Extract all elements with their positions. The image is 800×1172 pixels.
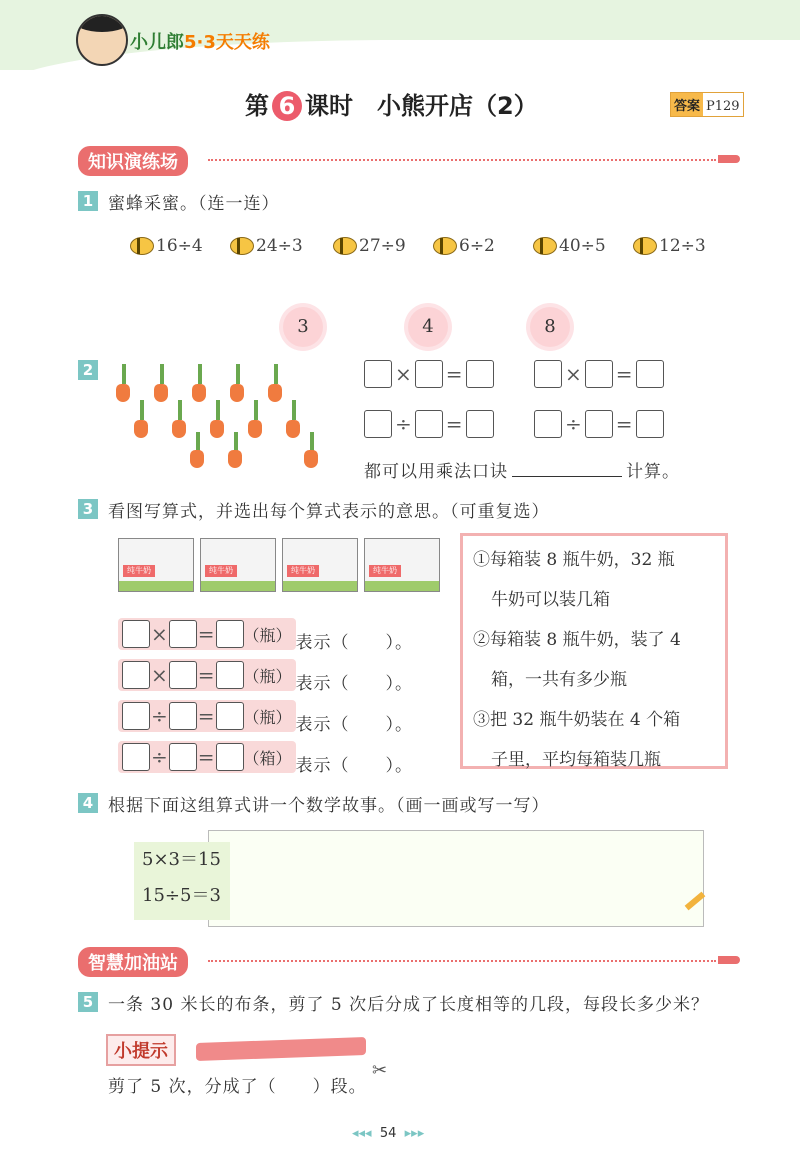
mascot-avatar — [76, 14, 128, 66]
question-text: 一条 30 米长的布条，剪了 5 次后分成了长度相等的几段，每段长多少米？ — [108, 995, 710, 1015]
milk-crate-image: 纯牛奶 — [200, 538, 276, 592]
answer-box[interactable] — [466, 360, 494, 388]
answer-box[interactable] — [169, 702, 197, 730]
answer-box[interactable] — [585, 410, 613, 438]
bee-card[interactable]: 40÷5 — [533, 236, 606, 256]
bee-icon — [633, 237, 657, 255]
pencil-icon — [718, 155, 740, 163]
answer-box[interactable] — [122, 620, 150, 648]
answer-box[interactable] — [636, 360, 664, 388]
equation-row: × = — [364, 360, 494, 388]
question-number: 5 — [78, 992, 98, 1012]
answer-box[interactable] — [122, 702, 150, 730]
choice-line: ②每箱装 8 瓶牛奶，装了 4 — [473, 630, 681, 650]
answer-box[interactable] — [466, 410, 494, 438]
hint-text: 剪了 5 次，分成了（ ）段。 — [108, 1077, 367, 1097]
brand-logo: 小儿郎5·3天天练 — [130, 32, 270, 53]
equation-line: × = （瓶） 表示（ ）。 — [118, 618, 413, 653]
bee-card[interactable]: 16÷4 — [130, 236, 203, 256]
answer-box[interactable] — [122, 661, 150, 689]
bee-card[interactable]: 12÷3 — [633, 236, 706, 256]
hint-label: 小提示 — [106, 1034, 176, 1066]
section-divider — [208, 159, 716, 161]
question-number: 2 — [78, 360, 98, 380]
story-answer-area[interactable] — [208, 830, 704, 927]
answer-box[interactable] — [122, 743, 150, 771]
answer-box[interactable] — [364, 410, 392, 438]
equation-row: ÷ = — [364, 410, 494, 438]
answer-box[interactable] — [216, 702, 244, 730]
blank-line[interactable] — [512, 476, 622, 477]
question-text: 看图写算式，并选出每个算式表示的意思。（可重复选） — [108, 502, 550, 522]
answer-box[interactable] — [169, 743, 197, 771]
answer-box[interactable] — [585, 360, 613, 388]
carrot-patch-image — [110, 360, 330, 470]
answer-box[interactable] — [415, 410, 443, 438]
answer-box[interactable] — [415, 360, 443, 388]
answer-box[interactable] — [364, 360, 392, 388]
bee-card[interactable]: 6÷2 — [433, 236, 495, 256]
choice-line: 牛奶可以装几箱 — [491, 590, 610, 610]
answer-box[interactable] — [169, 620, 197, 648]
answer-box[interactable] — [169, 661, 197, 689]
bee-icon — [230, 237, 254, 255]
equation-line: ÷ = （瓶） 表示（ ）。 — [118, 700, 413, 735]
bee-icon — [433, 237, 457, 255]
equation-line: ÷ = （箱） 表示（ ）。 — [118, 741, 413, 776]
section-wisdom-label: 智慧加油站 — [78, 947, 188, 977]
equation-line: × = （瓶） 表示（ ）。 — [118, 659, 413, 694]
answer-box[interactable] — [636, 410, 664, 438]
milk-crate-image: 纯牛奶 — [364, 538, 440, 592]
choice-line: 子里，平均每箱装几瓶 — [491, 750, 661, 770]
answer-reference: 答案 P129 — [670, 92, 744, 117]
bee-card[interactable]: 24÷3 — [230, 236, 303, 256]
choice-line: 箱，一共有多少瓶 — [491, 670, 627, 690]
answer-box[interactable] — [534, 410, 562, 438]
question-number: 1 — [78, 191, 98, 211]
fill-sentence: 都可以用乘法口诀 计算。 — [364, 462, 680, 482]
equation-row: × = — [534, 360, 664, 388]
choice-line: ①每箱装 8 瓶牛奶，32 瓶 — [473, 550, 675, 570]
bee-icon — [130, 237, 154, 255]
scissors-icon: ✂ — [372, 1060, 388, 1081]
flower-target[interactable]: 8 — [530, 307, 570, 347]
page-title: 第 6 课时 小熊开店（2） — [245, 92, 538, 120]
milk-crate-image: 纯牛奶 — [118, 538, 194, 592]
ribbon-image — [196, 1037, 366, 1061]
milk-crate-image: 纯牛奶 — [282, 538, 358, 592]
question-number: 4 — [78, 793, 98, 813]
answer-box[interactable] — [216, 743, 244, 771]
section-practice-label: 知识演练场 — [78, 146, 188, 176]
question-number: 3 — [78, 499, 98, 519]
choices-panel — [460, 533, 728, 769]
equation-row: ÷ = — [534, 410, 664, 438]
page-number: ◂◂◂ 54 ▸▸▸ — [352, 1126, 425, 1141]
pencil-icon — [718, 956, 740, 964]
bee-icon — [533, 237, 557, 255]
formula-card: 5×3＝15 15÷5＝3 — [134, 842, 230, 920]
bee-icon — [333, 237, 357, 255]
question-text: 根据下面这组算式讲一个数学故事。（画一画或写一写） — [108, 796, 550, 816]
section-divider — [208, 960, 716, 962]
answer-box[interactable] — [534, 360, 562, 388]
question-text: 蜜蜂采蜜。（连一连） — [108, 194, 280, 214]
answer-box[interactable] — [216, 620, 244, 648]
choice-line: ③把 32 瓶牛奶装在 4 个箱 — [473, 710, 681, 730]
answer-box[interactable] — [216, 661, 244, 689]
flower-target[interactable]: 4 — [408, 307, 448, 347]
flower-target[interactable]: 3 — [283, 307, 323, 347]
lesson-number-badge: 6 — [272, 91, 302, 121]
bee-card[interactable]: 27÷9 — [333, 236, 406, 256]
